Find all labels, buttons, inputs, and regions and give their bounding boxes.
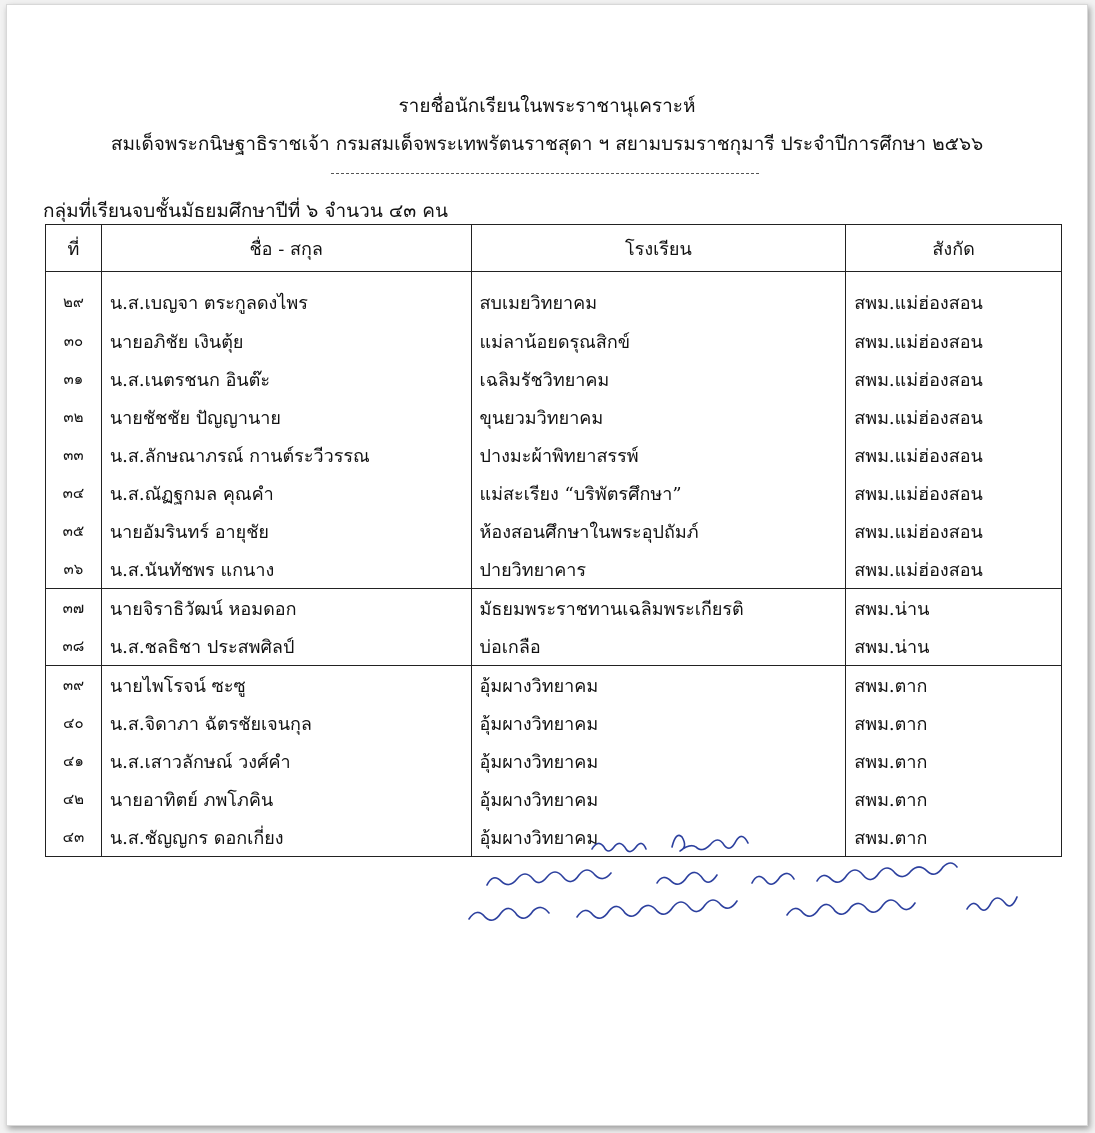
table-row [46,272,1062,323]
region-office: สพม.น่าน [846,627,1062,666]
school-name: บ่อเกลือ [471,627,846,666]
student-table [45,224,1062,857]
row-number: ๓๒ [46,398,102,436]
handwritten-signature [447,827,1047,947]
row-number: ๓๐ [46,322,102,360]
table-row [46,398,1062,436]
region-office: สพม.แม่ฮ่องสอน [846,436,1062,474]
region-office: สพม.ตาก [846,780,1062,818]
student-name: น.ส.นันทัชพร แกนาง [101,550,471,589]
student-name: นายอัมรินทร์ อายุชัย [101,512,471,550]
region-office: สพม.น่าน [846,589,1062,628]
signature-line-3: หัวหน้าฝ่ายนักเรียนในพระราชานุเคราะห์ฯ ๗๖๕ [469,921,490,922]
row-number: ๓๔ [46,474,102,512]
region-office: สพม.ตาก [846,742,1062,780]
table-row [46,512,1062,550]
region-office: สพม.แม่ฮ่องสอน [846,550,1062,589]
document-subtitle: สมเด็จพระกนิษฐาธิราชเจ้า กรมสมเด็จพระเทพรัตนราชสุดา ฯ สยามบรมราชกุมารี ประจำปีการศึกษา ๒๕๖๖ [110,133,984,155]
table-row [46,627,1062,666]
signature-line-2: เจ้าหน้าที่งานในพระองค์ ระดับ ๖ รักษาราชการ [487,887,508,888]
group-heading: กลุ่มที่เรียนจบชั้นมัธยมศึกษาปีที่ ๖ จำนวน ๔๓ คน [43,200,448,222]
school-name: อุ้มผางวิทยาคม [471,780,846,818]
region-office: สพม.แม่ฮ่องสอน [846,360,1062,398]
table-row [46,742,1062,780]
school-name: อุ้มผางวิทยาคม [471,742,846,780]
student-name: นายอภิชัย เงินตุ้ย [101,322,471,360]
table-row [46,704,1062,742]
header-number: ที่ [46,225,102,272]
student-name: นายจิราธิวัฒน์ หอมดอก [101,589,471,628]
school-name: ขุนยวมวิทยาคม [471,398,846,436]
student-name: น.ส.ณัฏฐกมล คุณคำ [101,474,471,512]
header-school: โรงเรียน [471,225,846,272]
school-name: อุ้มผางวิทยาคม [471,704,846,742]
school-name: ห้องสอนศึกษาในพระอุปถัมภ์ [471,512,846,550]
table-header-row [46,225,1062,272]
header-region: สังกัด [846,225,1062,272]
region-office: สพม.แม่ฮ่องสอน [846,474,1062,512]
row-number: ๓๕ [46,512,102,550]
region-office: สพม.แม่ฮ่องสอน [846,398,1062,436]
row-number: ๒๙ [46,272,102,323]
school-name: มัธยมพระราชทานเฉลิมพระเกียรติ [471,589,846,628]
row-number: ๓๙ [46,666,102,705]
school-name: แม่ลาน้อยดรุณสิกข์ [471,322,846,360]
student-name: นายชัชชัย ปัญญานาย [101,398,471,436]
student-name: น.ส.ลักษณาภรณ์ กานต์ระวีวรรณ [101,436,471,474]
region-office: สพม.ตาก [846,704,1062,742]
student-name: น.ส.เสาวลักษณ์ วงศ์คำ [101,742,471,780]
table-row [46,474,1062,512]
school-name: สบเมยวิทยาคม [471,272,846,323]
school-name: อุ้มผางวิทยาคม [471,666,846,705]
signature-line-1: รับรอง วิโรจน์ [592,851,599,852]
table-row [46,780,1062,818]
region-office: สพม.ตาก [846,666,1062,705]
region-office: สพม.ตาก [846,818,1062,857]
table-row [46,589,1062,628]
row-number: ๓๖ [46,550,102,589]
school-name: เฉลิมรัชวิทยาคม [471,360,846,398]
region-office: สพม.แม่ฮ่องสอน [846,272,1062,323]
student-name: นายไพโรจน์ ซะซู [101,666,471,705]
row-number: ๔๓ [46,818,102,857]
region-office: สพม.แม่ฮ่องสอน [846,322,1062,360]
table-row [46,360,1062,398]
document-title: รายชื่อนักเรียนในพระราชานุเคราะห์ [398,95,696,117]
school-name: แม่สะเรียง “บริพัตรศึกษา” [471,474,846,512]
school-name: ปายวิทยาคาร [471,550,846,589]
student-name: น.ส.ชลธิชา ประสพศิลป์ [101,627,471,666]
student-name: น.ส.ชัญญกร ดอกเกี่ยง [101,818,471,857]
header-name: ชื่อ - สกุล [101,225,471,272]
row-number: ๓๘ [46,627,102,666]
student-name: นายอาทิตย์ ภพโภคิน [101,780,471,818]
table-row [46,436,1062,474]
student-name: น.ส.เนตรชนก อินต๊ะ [101,360,471,398]
row-number: ๓๑ [46,360,102,398]
student-name: น.ส.เบญจา ตระกูลดงไพร [101,272,471,323]
row-number: ๓๗ [46,589,102,628]
school-name: อุ้มผางวิทยาคม [471,818,846,857]
document-page [6,4,1088,1126]
row-number: ๓๓ [46,436,102,474]
region-office: สพม.แม่ฮ่องสอน [846,512,1062,550]
row-number: ๔๒ [46,780,102,818]
table-row [46,322,1062,360]
row-number: ๔๑ [46,742,102,780]
table-row [46,550,1062,589]
student-name: น.ส.จิดาภา ฉัตรชัยเจนกุล [101,704,471,742]
title-divider [331,173,759,174]
table-row [46,666,1062,705]
row-number: ๔๐ [46,704,102,742]
school-name: ปางมะผ้าพิทยาสรรพ์ [471,436,846,474]
